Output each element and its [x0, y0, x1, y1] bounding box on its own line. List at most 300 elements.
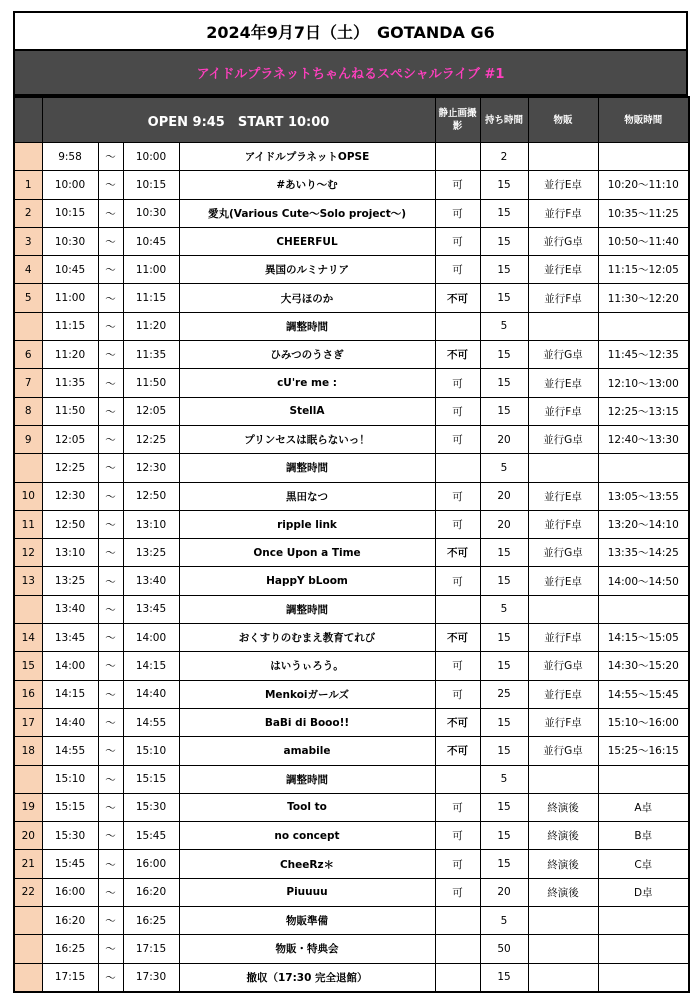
merch-header: 物販: [528, 97, 598, 143]
end-time-cell: 17:30: [123, 963, 179, 992]
end-time-cell: 15:10: [123, 737, 179, 765]
photo-permission-cell: 可: [435, 425, 480, 453]
start-time-cell: 11:20: [42, 341, 98, 369]
start-time-cell: 15:30: [42, 822, 98, 850]
time-separator-cell: ～: [98, 341, 123, 369]
merch-time-cell: [598, 963, 689, 992]
merch-time-header: 物販時間: [598, 97, 689, 143]
merch-time-cell: 15:25～16:15: [598, 737, 689, 765]
end-time-cell: 13:45: [123, 595, 179, 623]
end-time-cell: 13:25: [123, 539, 179, 567]
merch-table-cell: [528, 143, 598, 171]
start-time-cell: 11:00: [42, 284, 98, 312]
row-number-cell: [14, 143, 42, 171]
photo-permission-cell: 可: [435, 397, 480, 425]
table-row: [14, 567, 689, 595]
end-time-cell: 15:45: [123, 822, 179, 850]
duration-cell: 15: [480, 822, 528, 850]
start-time-cell: 13:40: [42, 595, 98, 623]
merch-time-cell: 11:45～12:35: [598, 341, 689, 369]
table-row: [14, 822, 689, 850]
time-separator-cell: ～: [98, 227, 123, 255]
merch-time-cell: 14:55～15:45: [598, 680, 689, 708]
merch-table-cell: 並行E卓: [528, 680, 598, 708]
photo-permission-cell: 可: [435, 256, 480, 284]
duration-cell: 5: [480, 907, 528, 935]
row-number-cell: 18: [14, 737, 42, 765]
performer-name-cell: CheeRz＊: [179, 850, 435, 878]
start-time-cell: 14:55: [42, 737, 98, 765]
duration-cell: 5: [480, 454, 528, 482]
table-row: [14, 510, 689, 538]
merch-table-cell: 並行E卓: [528, 482, 598, 510]
merch-table-cell: 並行G卓: [528, 425, 598, 453]
merch-time-cell: 14:15～15:05: [598, 624, 689, 652]
merch-time-cell: 10:50～11:40: [598, 227, 689, 255]
table-row: [14, 793, 689, 821]
photo-permission-cell: 可: [435, 199, 480, 227]
duration-cell: 15: [480, 737, 528, 765]
merch-table-cell: 並行G卓: [528, 539, 598, 567]
performer-name-cell: プリンセスは眠らないっ！: [179, 425, 435, 453]
merch-time-cell: 11:15～12:05: [598, 256, 689, 284]
photo-permission-cell: [435, 312, 480, 340]
time-separator-cell: ～: [98, 567, 123, 595]
date-venue-header: 2024年9月7日（土） GOTANDA G6: [13, 11, 688, 51]
time-separator-cell: ～: [98, 935, 123, 963]
performer-name-cell: 異国のルミナリア: [179, 256, 435, 284]
photo-permission-cell: 可: [435, 822, 480, 850]
end-time-cell: 10:15: [123, 171, 179, 199]
row-number-cell: 15: [14, 652, 42, 680]
row-number-cell: 10: [14, 482, 42, 510]
timetable-body: [14, 143, 689, 992]
table-row: [14, 765, 689, 793]
table-row: [14, 397, 689, 425]
row-number-cell: 21: [14, 850, 42, 878]
end-time-cell: 16:25: [123, 907, 179, 935]
merch-time-cell: 13:05～13:55: [598, 482, 689, 510]
merch-table-cell: [528, 312, 598, 340]
end-time-cell: 10:45: [123, 227, 179, 255]
table-row: [14, 227, 689, 255]
end-time-cell: 11:20: [123, 312, 179, 340]
duration-cell: 15: [480, 963, 528, 992]
duration-cell: 15: [480, 624, 528, 652]
duration-cell: 15: [480, 369, 528, 397]
merch-table-cell: 並行F卓: [528, 284, 598, 312]
photo-permission-cell: 可: [435, 567, 480, 595]
start-time-cell: 16:00: [42, 878, 98, 906]
timetable: [13, 96, 690, 993]
merch-table-cell: [528, 963, 598, 992]
row-number-cell: 19: [14, 793, 42, 821]
photo-permission-cell: 可: [435, 680, 480, 708]
row-number-cell: 5: [14, 284, 42, 312]
performer-name-cell: Once Upon a Time: [179, 539, 435, 567]
row-number-cell: 14: [14, 624, 42, 652]
performer-name-cell: amabile: [179, 737, 435, 765]
end-time-cell: 12:25: [123, 425, 179, 453]
merch-time-cell: 14:30～15:20: [598, 652, 689, 680]
photo-permission-cell: 可: [435, 510, 480, 538]
start-time-cell: 11:15: [42, 312, 98, 340]
end-time-cell: 13:40: [123, 567, 179, 595]
time-separator-cell: ～: [98, 539, 123, 567]
performer-name-cell: cU're me :: [179, 369, 435, 397]
end-time-cell: 14:00: [123, 624, 179, 652]
end-time-cell: 15:15: [123, 765, 179, 793]
open-start-header: OPEN 9:45 START 10:00: [42, 97, 435, 143]
merch-time-cell: [598, 312, 689, 340]
duration-cell: 20: [480, 482, 528, 510]
table-row: [14, 256, 689, 284]
duration-cell: 15: [480, 708, 528, 736]
start-time-cell: 16:25: [42, 935, 98, 963]
time-separator-cell: ～: [98, 454, 123, 482]
end-time-cell: 11:00: [123, 256, 179, 284]
duration-cell: 15: [480, 397, 528, 425]
photo-permission-cell: 不可: [435, 284, 480, 312]
row-number-cell: 13: [14, 567, 42, 595]
table-header-row: [14, 97, 689, 143]
duration-cell: 20: [480, 878, 528, 906]
merch-time-cell: [598, 143, 689, 171]
merch-table-cell: [528, 907, 598, 935]
table-row: [14, 425, 689, 453]
time-separator-cell: ～: [98, 765, 123, 793]
row-number-cell: 11: [14, 510, 42, 538]
end-time-cell: 13:10: [123, 510, 179, 538]
photo-permission-cell: 可: [435, 227, 480, 255]
performer-name-cell: no concept: [179, 822, 435, 850]
row-number-cell: [14, 765, 42, 793]
end-time-cell: 12:05: [123, 397, 179, 425]
duration-cell: 25: [480, 680, 528, 708]
photo-permission-cell: 可: [435, 652, 480, 680]
merch-table-cell: [528, 595, 598, 623]
merch-time-cell: 10:35～11:25: [598, 199, 689, 227]
duration-cell: 15: [480, 539, 528, 567]
duration-cell: 15: [480, 284, 528, 312]
table-row: [14, 652, 689, 680]
end-time-cell: 14:40: [123, 680, 179, 708]
start-time-cell: 15:45: [42, 850, 98, 878]
row-number-cell: 1: [14, 171, 42, 199]
merch-time-cell: 13:20～14:10: [598, 510, 689, 538]
merch-table-cell: 並行G卓: [528, 737, 598, 765]
table-row: [14, 482, 689, 510]
end-time-cell: 17:15: [123, 935, 179, 963]
performer-name-cell: アイドルプラネットOPSE: [179, 143, 435, 171]
merch-table-cell: 並行G卓: [528, 341, 598, 369]
performer-name-cell: StellA: [179, 397, 435, 425]
photo-header: 静止画撮影: [435, 97, 480, 143]
photo-permission-cell: 可: [435, 482, 480, 510]
merch-table-cell: [528, 935, 598, 963]
merch-time-cell: [598, 595, 689, 623]
start-time-cell: 14:15: [42, 680, 98, 708]
performer-name-cell: 調整時間: [179, 595, 435, 623]
time-separator-cell: ～: [98, 595, 123, 623]
merch-time-cell: 10:20～11:10: [598, 171, 689, 199]
merch-time-cell: 11:30～12:20: [598, 284, 689, 312]
merch-table-cell: 並行E卓: [528, 369, 598, 397]
end-time-cell: 12:50: [123, 482, 179, 510]
merch-table-cell: 並行G卓: [528, 652, 598, 680]
duration-cell: 5: [480, 765, 528, 793]
photo-permission-cell: [435, 595, 480, 623]
photo-permission-cell: 可: [435, 850, 480, 878]
table-row: [14, 963, 689, 992]
time-separator-cell: ～: [98, 793, 123, 821]
start-time-cell: 15:10: [42, 765, 98, 793]
row-number-cell: [14, 907, 42, 935]
merch-time-cell: [598, 935, 689, 963]
merch-time-cell: [598, 907, 689, 935]
duration-cell: 15: [480, 341, 528, 369]
duration-cell: 15: [480, 793, 528, 821]
end-time-cell: 16:20: [123, 878, 179, 906]
start-time-cell: 17:15: [42, 963, 98, 992]
start-time-cell: 14:00: [42, 652, 98, 680]
table-row: [14, 454, 689, 482]
end-time-cell: 15:30: [123, 793, 179, 821]
start-time-cell: 10:45: [42, 256, 98, 284]
time-separator-cell: ～: [98, 652, 123, 680]
header-number-cell: [14, 97, 42, 143]
performer-name-cell: 愛丸(Various Cute～Solo project～): [179, 199, 435, 227]
merch-table-cell: [528, 454, 598, 482]
duration-cell: 15: [480, 171, 528, 199]
performer-name-cell: CHEERFUL: [179, 227, 435, 255]
performer-name-cell: おくすりのむまえ教育てれび: [179, 624, 435, 652]
time-separator-cell: ～: [98, 624, 123, 652]
merch-table-cell: 並行E卓: [528, 171, 598, 199]
photo-permission-cell: [435, 907, 480, 935]
table-row: [14, 539, 689, 567]
photo-permission-cell: 不可: [435, 341, 480, 369]
table-row: [14, 312, 689, 340]
performer-name-cell: 調整時間: [179, 454, 435, 482]
merch-time-cell: [598, 454, 689, 482]
merch-time-cell: D卓: [598, 878, 689, 906]
duration-cell: 15: [480, 199, 528, 227]
merch-time-cell: 12:40～13:30: [598, 425, 689, 453]
merch-table-cell: 終演後: [528, 878, 598, 906]
table-row: [14, 284, 689, 312]
time-separator-cell: ～: [98, 425, 123, 453]
time-separator-cell: ～: [98, 199, 123, 227]
table-row: [14, 143, 689, 171]
merch-time-cell: 13:35～14:25: [598, 539, 689, 567]
row-number-cell: 9: [14, 425, 42, 453]
performer-name-cell: Piuuuu: [179, 878, 435, 906]
time-separator-cell: ～: [98, 850, 123, 878]
merch-time-cell: 12:25～13:15: [598, 397, 689, 425]
photo-permission-cell: [435, 963, 480, 992]
time-separator-cell: ～: [98, 907, 123, 935]
start-time-cell: 12:50: [42, 510, 98, 538]
duration-cell: 15: [480, 567, 528, 595]
table-row: [14, 341, 689, 369]
table-row: [14, 369, 689, 397]
duration-header: 持ち時間: [480, 97, 528, 143]
end-time-cell: 10:00: [123, 143, 179, 171]
end-time-cell: 11:50: [123, 369, 179, 397]
photo-permission-cell: [435, 454, 480, 482]
time-separator-cell: ～: [98, 822, 123, 850]
photo-permission-cell: [435, 143, 480, 171]
table-row: [14, 595, 689, 623]
row-number-cell: 20: [14, 822, 42, 850]
merch-table-cell: 並行F卓: [528, 199, 598, 227]
time-separator-cell: ～: [98, 143, 123, 171]
performer-name-cell: BaBi di Booo!!: [179, 708, 435, 736]
end-time-cell: 10:30: [123, 199, 179, 227]
time-separator-cell: ～: [98, 680, 123, 708]
merch-time-cell: [598, 765, 689, 793]
time-separator-cell: ～: [98, 397, 123, 425]
performer-name-cell: 黒田なつ: [179, 482, 435, 510]
time-separator-cell: ～: [98, 256, 123, 284]
end-time-cell: 11:15: [123, 284, 179, 312]
photo-permission-cell: 可: [435, 369, 480, 397]
start-time-cell: 16:20: [42, 907, 98, 935]
photo-permission-cell: 可: [435, 793, 480, 821]
photo-permission-cell: 可: [435, 171, 480, 199]
merch-table-cell: 並行F卓: [528, 708, 598, 736]
merch-table-cell: 並行E卓: [528, 256, 598, 284]
time-separator-cell: ～: [98, 312, 123, 340]
table-row: [14, 850, 689, 878]
performer-name-cell: HappY bLoom: [179, 567, 435, 595]
time-separator-cell: ～: [98, 482, 123, 510]
duration-cell: 15: [480, 227, 528, 255]
row-number-cell: [14, 935, 42, 963]
start-time-cell: 10:30: [42, 227, 98, 255]
performer-name-cell: Menkoiガールズ: [179, 680, 435, 708]
performer-name-cell: はいうぃろう。: [179, 652, 435, 680]
performer-name-cell: 調整時間: [179, 765, 435, 793]
end-time-cell: 16:00: [123, 850, 179, 878]
start-time-cell: 11:35: [42, 369, 98, 397]
performer-name-cell: ripple link: [179, 510, 435, 538]
start-time-cell: 12:30: [42, 482, 98, 510]
row-number-cell: 8: [14, 397, 42, 425]
duration-cell: 15: [480, 652, 528, 680]
row-number-cell: 12: [14, 539, 42, 567]
table-row: [14, 199, 689, 227]
row-number-cell: 2: [14, 199, 42, 227]
duration-cell: 15: [480, 850, 528, 878]
table-row: [14, 878, 689, 906]
photo-permission-cell: 可: [435, 878, 480, 906]
time-separator-cell: ～: [98, 510, 123, 538]
row-number-cell: [14, 312, 42, 340]
start-time-cell: 10:15: [42, 199, 98, 227]
end-time-cell: 14:55: [123, 708, 179, 736]
merch-time-cell: B卓: [598, 822, 689, 850]
time-separator-cell: ～: [98, 737, 123, 765]
start-time-cell: 13:45: [42, 624, 98, 652]
duration-cell: 5: [480, 312, 528, 340]
merch-time-cell: 14:00～14:50: [598, 567, 689, 595]
duration-cell: 15: [480, 256, 528, 284]
end-time-cell: 14:15: [123, 652, 179, 680]
end-time-cell: 12:30: [123, 454, 179, 482]
start-time-cell: 10:00: [42, 171, 98, 199]
row-number-cell: 3: [14, 227, 42, 255]
merch-table-cell: 並行E卓: [528, 567, 598, 595]
row-number-cell: 17: [14, 708, 42, 736]
merch-table-cell: [528, 765, 598, 793]
merch-time-cell: A卓: [598, 793, 689, 821]
table-row: [14, 680, 689, 708]
photo-permission-cell: [435, 765, 480, 793]
performer-name-cell: 物販準備: [179, 907, 435, 935]
event-title: アイドルプラネットちゃんねるスペシャルライブ #1: [196, 67, 505, 82]
merch-table-cell: 終演後: [528, 822, 598, 850]
duration-cell: 5: [480, 595, 528, 623]
performer-name-cell: Tool to: [179, 793, 435, 821]
time-separator-cell: ～: [98, 708, 123, 736]
photo-permission-cell: [435, 935, 480, 963]
row-number-cell: 4: [14, 256, 42, 284]
event-title-banner: [13, 51, 688, 96]
performer-name-cell: #あいり～む: [179, 171, 435, 199]
merch-time-cell: 12:10～13:00: [598, 369, 689, 397]
merch-time-cell: 15:10～16:00: [598, 708, 689, 736]
start-time-cell: 14:40: [42, 708, 98, 736]
end-time-cell: 11:35: [123, 341, 179, 369]
table-row: [14, 708, 689, 736]
merch-table-cell: 並行G卓: [528, 227, 598, 255]
duration-cell: 20: [480, 510, 528, 538]
start-time-cell: 12:05: [42, 425, 98, 453]
start-time-cell: 15:15: [42, 793, 98, 821]
performer-name-cell: 大弓ほのか: [179, 284, 435, 312]
start-time-cell: 13:25: [42, 567, 98, 595]
performer-name-cell: 撤収（17:30 完全退館）: [179, 963, 435, 992]
merch-time-cell: C卓: [598, 850, 689, 878]
start-time-cell: 9:58: [42, 143, 98, 171]
table-row: [14, 935, 689, 963]
merch-table-cell: 並行F卓: [528, 624, 598, 652]
photo-permission-cell: 不可: [435, 708, 480, 736]
table-row: [14, 737, 689, 765]
time-separator-cell: ～: [98, 284, 123, 312]
row-number-cell: 6: [14, 341, 42, 369]
row-number-cell: 7: [14, 369, 42, 397]
time-separator-cell: ～: [98, 171, 123, 199]
start-time-cell: 13:10: [42, 539, 98, 567]
merch-table-cell: 並行F卓: [528, 397, 598, 425]
merch-table-cell: 並行F卓: [528, 510, 598, 538]
duration-cell: 2: [480, 143, 528, 171]
performer-name-cell: 物販・特典会: [179, 935, 435, 963]
table-row: [14, 624, 689, 652]
time-separator-cell: ～: [98, 369, 123, 397]
table-row: [14, 907, 689, 935]
duration-cell: 20: [480, 425, 528, 453]
time-separator-cell: ～: [98, 878, 123, 906]
start-time-cell: 12:25: [42, 454, 98, 482]
performer-name-cell: 調整時間: [179, 312, 435, 340]
performer-name-cell: ひみつのうさぎ: [179, 341, 435, 369]
row-number-cell: 22: [14, 878, 42, 906]
merch-table-cell: 終演後: [528, 850, 598, 878]
